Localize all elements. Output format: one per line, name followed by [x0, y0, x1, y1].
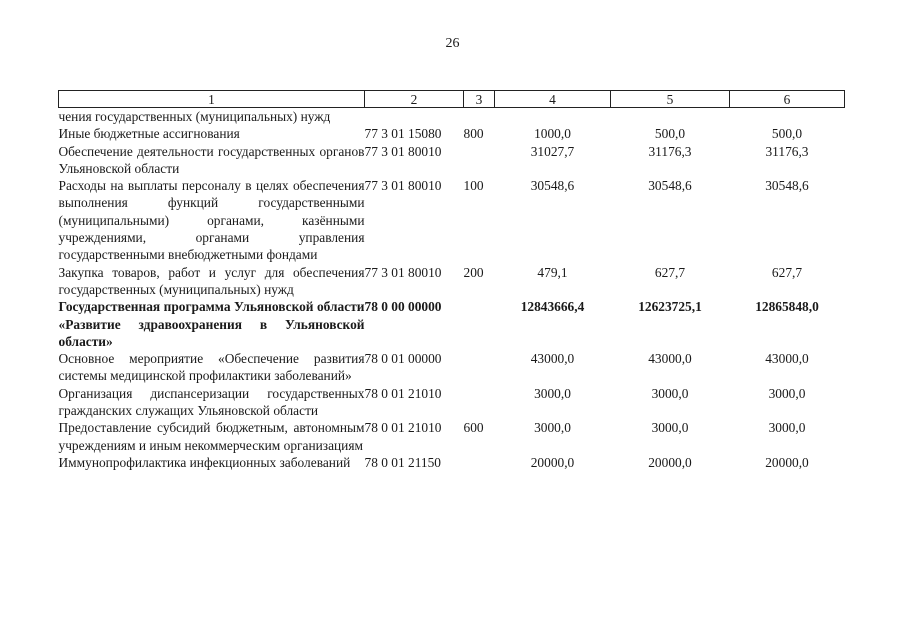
row-value-col6	[730, 108, 845, 126]
row-value-col5: 3000,0	[651, 420, 689, 436]
table-row	[59, 350, 845, 385]
row-code: 78 0 00 00000	[364, 299, 442, 315]
table-row	[59, 264, 845, 299]
row-value-col5: 20000,0	[648, 454, 692, 470]
row-code: 77 3 01 80010	[364, 178, 442, 194]
row-code: 77 3 01 15080	[364, 126, 442, 142]
row-value-col5	[611, 108, 730, 126]
row-value-col4: 1000,0	[534, 126, 571, 142]
row-value-col4: 12843666,4	[520, 299, 585, 315]
row-code: 78 0 01 21150	[364, 454, 441, 470]
row-value-col6: 43000,0	[765, 351, 809, 367]
table-row	[59, 385, 845, 420]
row-value-col5: 3000,0	[651, 385, 689, 401]
row-code: 78 0 01 21010	[364, 385, 442, 401]
row-expense-type: 100	[463, 178, 484, 194]
table-row	[59, 108, 845, 126]
row-code: 77 3 01 80010	[364, 264, 442, 280]
row-expense-type	[464, 350, 495, 385]
column-header-6: 6	[730, 91, 845, 108]
column-header-2: 2	[365, 91, 464, 108]
table-row	[59, 298, 845, 350]
table-row	[59, 177, 845, 263]
table-row	[59, 419, 845, 454]
row-name: Иные бюджетные ассигнования	[58, 126, 240, 142]
row-value-col6: 500,0	[771, 126, 803, 142]
row-name: Государственная программа Ульяновской области «Развитие здравоохранения в Ульяновской области»	[58, 299, 365, 349]
row-name: Предоставление субсидий бюджетным, автономным учреждениям и иным некоммерческим организациям	[58, 420, 365, 453]
row-value-col6: 627,7	[771, 264, 803, 280]
budget-table	[58, 90, 845, 471]
row-value-col5: 627,7	[654, 264, 686, 280]
row-name: Закупка товаров, работ и услуг для обеспечения государственных (муниципальных) нужд	[58, 264, 365, 297]
row-expense-type: 200	[463, 264, 484, 280]
row-value-col4: 31027,7	[530, 143, 575, 159]
row-value-col4	[495, 108, 611, 126]
row-value-col4: 20000,0	[530, 454, 575, 470]
row-name: Обеспечение деятельности государственных органов Ульяновской области	[58, 143, 365, 176]
column-header-3: 3	[464, 91, 495, 108]
row-code: 78 0 01 00000	[364, 351, 442, 367]
row-expense-type	[464, 385, 495, 420]
row-value-col6: 3000,0	[768, 420, 806, 436]
row-name: Расходы на выплаты персоналу в целях обеспечения выполнения функций государственными (муниципальными) органами, казёнными учреждениями, органами управления государственными внебюджетными фондами	[58, 178, 365, 263]
page-number: 26	[445, 36, 460, 51]
row-value-col5: 12623725,1	[638, 299, 702, 315]
row-value-col5: 500,0	[654, 126, 686, 142]
row-value-col6: 30548,6	[765, 178, 809, 194]
row-value-col5: 43000,0	[648, 351, 692, 367]
row-value-col5: 30548,6	[648, 178, 692, 194]
row-name: Основное мероприятие «Обеспечение развития системы медицинской профилактики заболеваний»	[58, 351, 365, 384]
row-name: Иммунопрофилактика инфекционных заболеваний	[58, 454, 351, 470]
column-header-4: 4	[495, 91, 611, 108]
table-row	[59, 454, 845, 471]
row-value-col4: 479,1	[537, 264, 568, 280]
row-value-col6: 31176,3	[765, 143, 809, 159]
row-expense-type	[464, 298, 495, 350]
row-code: 78 0 01 21010	[364, 420, 442, 436]
column-header-1: 1	[59, 91, 365, 108]
row-expense-type	[464, 454, 495, 471]
row-value-col4: 30548,6	[530, 178, 575, 194]
row-value-col6: 12865848,0	[755, 299, 819, 315]
column-header-5: 5	[611, 91, 730, 108]
row-name: чения государственных (муниципальных) нужд	[58, 109, 331, 124]
row-expense-type	[464, 108, 495, 126]
row-value-col4: 43000,0	[530, 351, 575, 367]
row-expense-type	[464, 143, 495, 178]
row-value-col5: 31176,3	[648, 143, 692, 159]
row-expense-type: 600	[463, 420, 484, 436]
row-value-col4: 3000,0	[534, 420, 571, 436]
row-value-col6: 3000,0	[768, 385, 806, 401]
row-code: 77 3 01 80010	[364, 143, 442, 159]
row-name: Организация диспансеризации государственных гражданских служащих Ульяновской области	[58, 385, 365, 419]
table-row	[59, 125, 845, 142]
row-value-col4: 3000,0	[534, 385, 571, 401]
row-value-col6: 20000,0	[765, 454, 809, 470]
row-code	[365, 108, 464, 126]
table-row	[59, 143, 845, 178]
table-header-row	[59, 91, 845, 108]
row-expense-type: 800	[463, 126, 484, 142]
